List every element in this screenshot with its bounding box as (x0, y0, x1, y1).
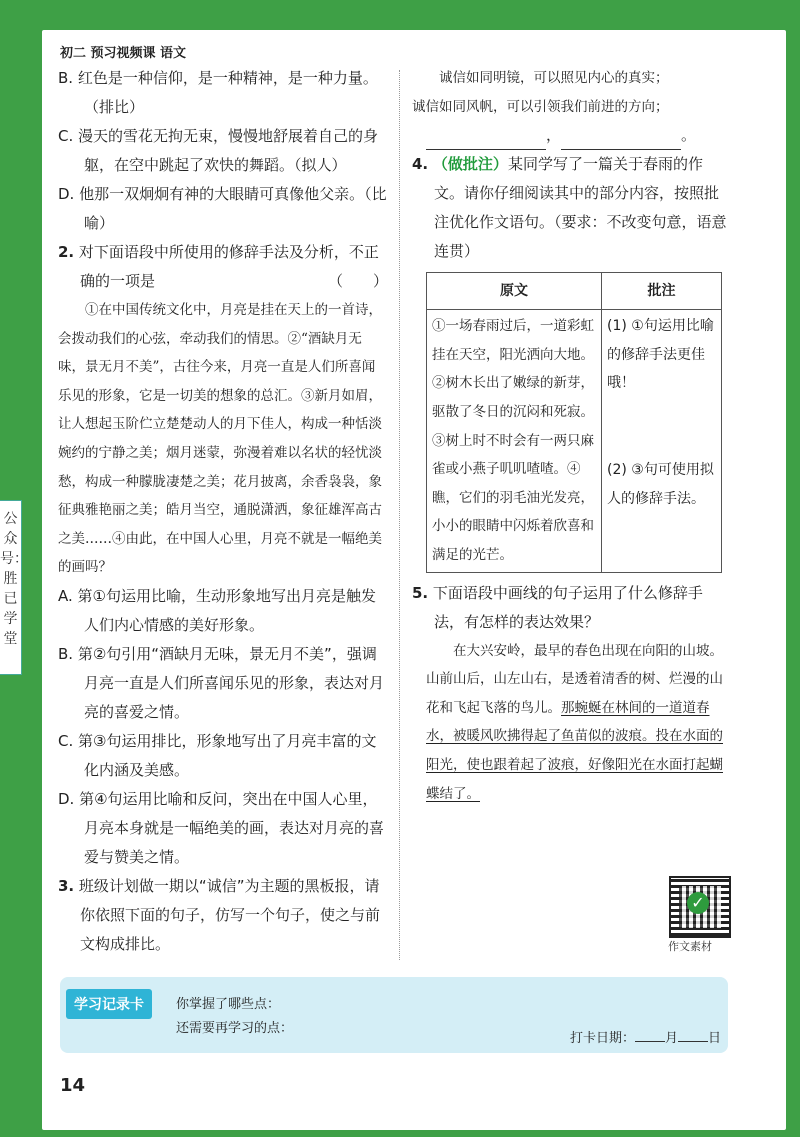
page-number: 14 (60, 1075, 86, 1096)
note-2: (2) ③句可使用拟人的修辞手法。 (607, 461, 714, 507)
side-tab: 公众号：胜已学堂 (0, 500, 22, 675)
q1-option-b: B. 红色是一种信仰，是一种精神，是一种力量。（排比） (58, 69, 378, 116)
study-record-card (60, 977, 728, 1053)
q4-stem-text: 某同学写了一篇关于春雨的作文。请你仔细阅读其中的部分内容，按照批注优化作文语句。（要求：不改变句意，语意连贯） (434, 155, 727, 261)
q2-stem-text: 对下面语段中所使用的修辞手法及分析，不正确的一项是 (78, 243, 379, 290)
q2-option-d: D. 第④句运用比喻和反问，突出在中国人心里，月亮本身就是一幅绝美的画，表达对月亮的喜爱与赞美之情。 (58, 789, 385, 866)
th-original: 原文 (427, 273, 602, 310)
q2-option-c: C. 第③句运用排比，形象地写出了月亮丰富的文化内涵及美感。 (58, 731, 377, 779)
q3-stem (58, 872, 388, 959)
column-divider (399, 70, 400, 960)
right-column (412, 64, 730, 808)
original-text: ①一场春雨过后，一道彩虹挂在天空，阳光洒向大地。②树木长出了嫩绿的新芽，驱散了冬日的沉闷和死寂。③树上时不时会有一两只麻雀或小燕子叽叽喳喳。④瞧，它们的羽毛油光发亮，小小的眼睛中闪烁着欣喜和满足的光芒。 (427, 310, 602, 572)
annotation-table (426, 272, 722, 572)
day-label: 日 (708, 1031, 722, 1046)
record-title: 学习记录卡 (66, 989, 152, 1019)
q4-number: 4. (412, 155, 429, 174)
qr-label: 作文素材 (668, 940, 712, 953)
left-column (58, 64, 388, 959)
q4-tag: （做批注） (432, 155, 508, 174)
q3-end: 。 (681, 126, 697, 145)
q3-sep: ， (546, 126, 562, 145)
q2-option-a: A. 第①句运用比喻，生动形象地写出月亮是触发人们内心情感的美好形象。 (58, 586, 376, 634)
q3-example-2: 诚信如同风帆，可以引领我们前进的方向； (412, 98, 669, 115)
q5-number: 5. (412, 583, 429, 602)
q5-stem-text: 下面语段中画线的句子运用了什么修辞手法，有怎样的表达效果？ (432, 583, 703, 631)
q3-blank-1[interactable] (426, 131, 546, 150)
q3-example-1: 诚信如同明镜，可以照见内心的真实； (439, 70, 669, 86)
q5-stem (412, 579, 730, 637)
q1-option-d: D. 他那一双炯炯有神的大眼睛可真像他父亲。（比喻） (58, 185, 387, 232)
q1-option-c: C. 漫天的雪花无拘无束，慢慢地舒展着自己的身躯，在空中跳起了欢快的舞蹈。（拟人） (58, 127, 379, 174)
day-blank[interactable] (678, 1029, 708, 1042)
record-to-learn: 还需要再学习的点： (176, 1021, 294, 1036)
month-label: 月 (665, 1031, 679, 1046)
q2-number: 2. (58, 243, 75, 261)
check-icon: ✓ (687, 892, 709, 914)
q2-passage: ①在中国传统文化中，月亮是挂在天上的一首诗，会拨动我们的心弦，牵动我们的情思。②“酒缺月无味，景无月不美”，古往今来，月亮一直是人们所喜闻乐见的形象，它是一切美的想象的总汇。③新月如眉，让人想起玉阶伫立楚楚动人的月下佳人，构成一种恬淡婉约的宁静之美；烟月迷蒙，弥漫着难以名状的轻忧淡愁，构成一种朦胧凄楚之美；花月披离，余香袅袅，象征典雅艳丽之美；皓月当空，通脱潇洒，象征雄浑高古之美……④由此，在中国人心里，月亮不就是一幅绝美的画吗？ (58, 302, 382, 576)
q2-option-b: B. 第②句引用“酒缺月无味，景无月不美”，强调月亮一直是人们所喜闻乐见的形象，表达对月亮的喜爱之情。 (58, 644, 385, 721)
q3-number: 3. (58, 876, 75, 895)
page-header: 初二 预习视频课 语文 (60, 46, 187, 61)
q3-answer-line (426, 121, 730, 150)
q2-answer-paren[interactable]: （ ） (327, 272, 388, 290)
note-cell (602, 310, 722, 572)
note-1: (1) ①句运用比喻的修辞手法更佳哦！ (607, 318, 714, 392)
q5-underlined: 那蜿蜒在林间的一道道春水，被暖风吹拂得起了鱼苗似的波痕。投在水面的阳光，使也跟着起了波痕，好像阳光在水面打起蝴蝶结了。 (426, 699, 723, 802)
q3-stem-text: 班级计划做一期以“诚信”为主题的黑板报，请你依照下面的句子，仿写一个句子，使之与前文构成排比。 (78, 876, 381, 953)
q3-blank-2[interactable] (561, 131, 681, 150)
checkin-date (570, 1027, 721, 1046)
month-blank[interactable] (635, 1029, 665, 1042)
q4-stem (412, 150, 730, 266)
qr-code[interactable] (669, 876, 731, 938)
date-label: 打卡日期： (570, 1031, 636, 1046)
record-mastered: 你掌握了哪些点： (176, 997, 281, 1012)
q5-plain: 在大兴安岭，最早的春色出现在向阳的山坡。山前山后，山左山右，是透着清香的树、烂漫的山花和飞起飞落的鸟儿。 (426, 642, 723, 716)
q5-passage (412, 637, 730, 809)
th-note: 批注 (602, 273, 722, 310)
q2-stem (58, 238, 388, 296)
